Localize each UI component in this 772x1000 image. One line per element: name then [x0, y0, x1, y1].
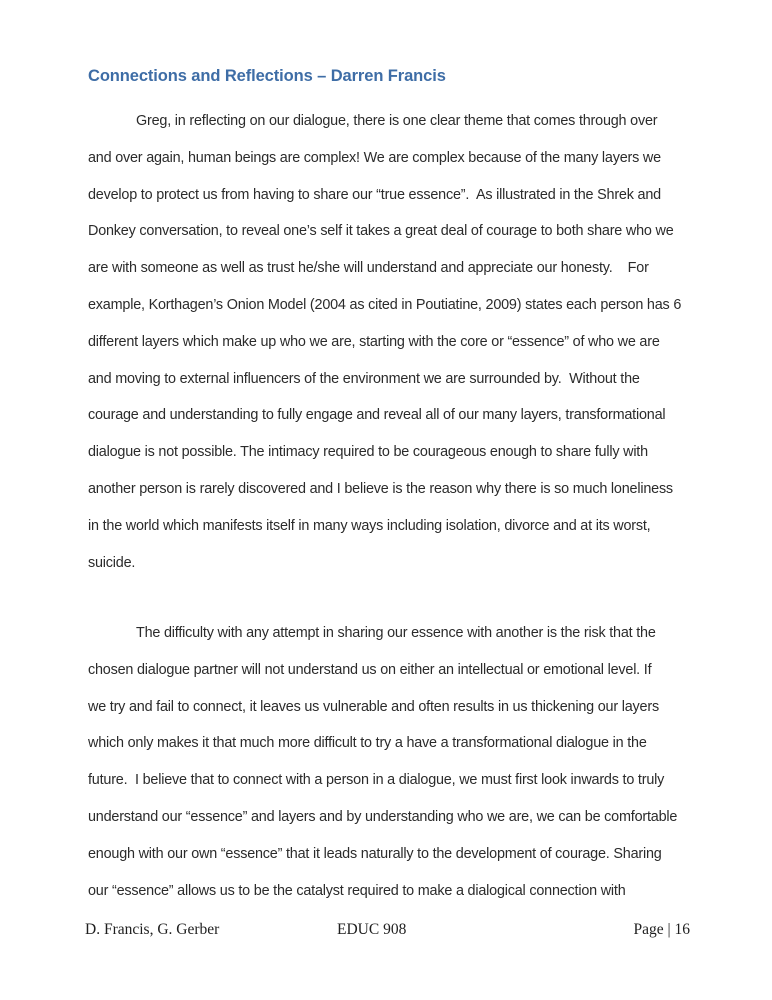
text-line: and moving to external influencers of the environment we are surrounded by. Without the — [88, 370, 640, 387]
text-line: different layers which make up who we are, starting with the core or “essence” of who we are — [88, 333, 660, 350]
paragraph-1 — [88, 103, 698, 581]
text-line: The difficulty with any attempt in sharing our essence with another is the risk that the — [136, 625, 656, 641]
text-line: in the world which manifests itself in many ways including isolation, divorce and at its worst, — [88, 517, 651, 534]
text-line: our “essence” allows us to be the catalyst required to make a dialogical connection with — [88, 882, 626, 899]
text-line: another person is rarely discovered and I believe is the reason why there is so much loneliness — [88, 480, 673, 497]
text-line: chosen dialogue partner will not understand us on either an intellectual or emotional level. If — [88, 661, 652, 678]
paragraph-2 — [88, 615, 698, 909]
text-line: understand our “essence” and layers and by understanding who we are, we can be comfortable — [88, 808, 678, 825]
text-line: and over again, human beings are complex! We are complex because of the many layers we — [88, 149, 661, 166]
text-line: courage and understanding to fully engage and reveal all of our many layers, transformational — [88, 407, 666, 424]
text-line: which only makes it that much more difficult to try a have a transformational dialogue in the — [88, 735, 647, 752]
text-line: enough with our own “essence” that it leads naturally to the development of courage. Sharing — [88, 845, 662, 862]
text-line: example, Korthagen’s Onion Model (2004 as cited in Poutiatine, 2009) states each person has 6 — [88, 296, 682, 313]
text-line: Greg, in reflecting on our dialogue, there is one clear theme that comes through over — [136, 113, 658, 129]
footer-course-code: EDUC 908 — [337, 921, 407, 938]
text-line: future. I believe that to connect with a person in a dialogue, we must first look inwards to truly — [88, 772, 665, 789]
footer-page-number: Page | 16 — [633, 921, 690, 938]
text-line: dialogue is not possible. The intimacy required to be courageous enough to share fully with — [88, 444, 648, 461]
footer-authors: D. Francis, G. Gerber — [85, 921, 220, 938]
page-footer — [0, 919, 772, 943]
document-heading: Connections and Reflections – Darren Francis — [88, 67, 446, 85]
text-line: are with someone as well as trust he/she will understand and appreciate our honesty. For — [88, 260, 649, 277]
text-line: suicide. — [88, 554, 136, 571]
text-line: we try and fail to connect, it leaves us vulnerable and often results in us thickening our layers — [88, 698, 659, 715]
text-line: develop to protect us from having to share our “true essence”. As illustrated in the Shrek and — [88, 186, 661, 203]
text-line: Donkey conversation, to reveal one’s self it takes a great deal of courage to both share who we — [88, 223, 674, 240]
